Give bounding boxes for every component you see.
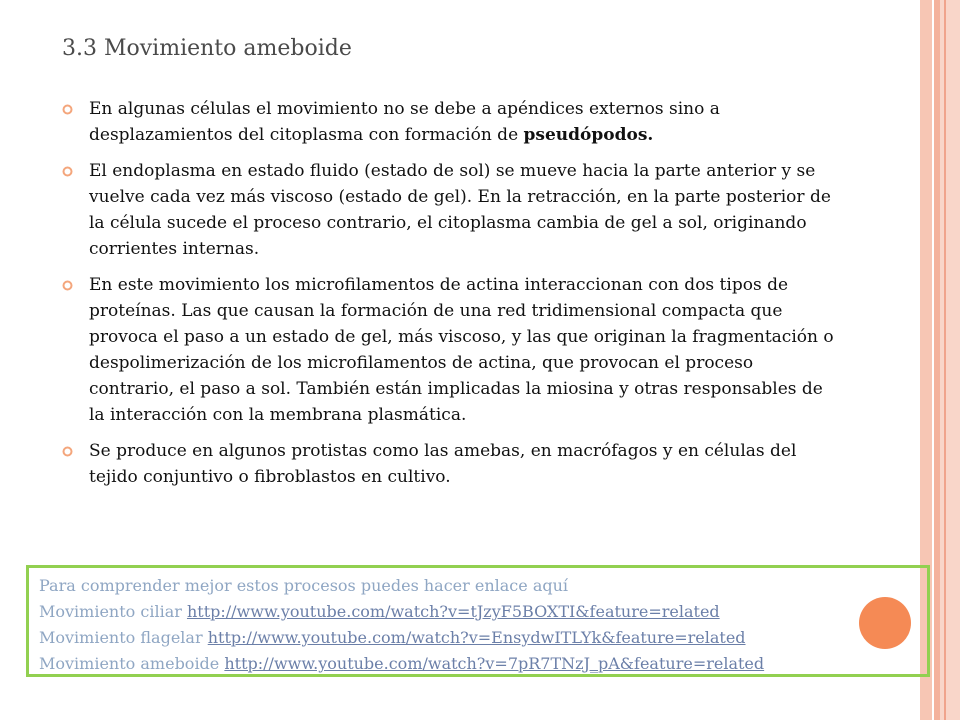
bullet-item <box>62 438 842 490</box>
bullet-text: En algunas células el movimiento no se debe a apéndices externos sino a desplazamientos del citoplasma con formación de <box>89 99 720 145</box>
bullet-item <box>62 158 842 262</box>
link-label: Movimiento ameboide <box>39 654 225 673</box>
links-intro: Para comprender mejor estos procesos puedes hacer enlace aquí <box>39 576 569 595</box>
decorative-stripe <box>944 0 946 720</box>
youtube-link-ciliar[interactable]: http://www.youtube.com/watch?v=tJzyF5BOXTI&feature=related <box>186 602 720 621</box>
decorative-circle <box>859 597 911 649</box>
circle-bullet-icon <box>62 104 73 115</box>
bullet-text: Se produce en algunos protistas como las amebas, en macrófagos y en células del tejido conjuntivo o fibroblastos en cultivo. <box>89 441 797 487</box>
slide-title: 3.3 Movimiento ameboide <box>62 36 352 61</box>
decorative-stripe <box>940 0 960 720</box>
bullet-item <box>62 96 842 148</box>
youtube-link-flagelar[interactable]: http://www.youtube.com/watch?v=EnsydwITLYk&feature=related <box>207 628 746 647</box>
bullet-list <box>62 96 842 500</box>
circle-bullet-icon <box>62 166 73 177</box>
bullet-item <box>62 272 842 428</box>
links-box <box>26 565 930 677</box>
bullet-bold-text: pseudópodos. <box>523 125 654 145</box>
bullet-text: El endoplasma en estado fluido (estado de sol) se mueve hacia la parte anterior y se vuelve cada vez más viscoso (estado de gel). En la retracción, en la parte posterior de la célula sucede el proceso contrario, el citoplasma cambia de gel a sol, originando corrientes internas. <box>89 161 831 259</box>
youtube-link-ameboide[interactable]: http://www.youtube.com/watch?v=7pR7TNzJ_pA&feature=related <box>224 654 765 673</box>
link-row-ameboide <box>39 651 917 677</box>
circle-bullet-icon <box>62 446 73 457</box>
link-row-ciliar <box>39 599 917 625</box>
link-label: Movimiento flagelar <box>39 628 208 647</box>
bullet-text: En este movimiento los microfilamentos de actina interaccionan con dos tipos de proteínas. Las que causan la formación de una red tridimensional compacta que provoca el paso a un estado de gel, más viscoso, y las que originan la fragmentación o despolimerización de los microfilamentos de actina, que provocan el proceso contrario, el paso a sol. También están implicadas la miosina y otras responsables de la interacción con la membrana plasmática. <box>89 275 834 425</box>
link-row-flagelar <box>39 625 917 651</box>
link-label: Movimiento ciliar <box>39 602 187 621</box>
circle-bullet-icon <box>62 280 73 291</box>
